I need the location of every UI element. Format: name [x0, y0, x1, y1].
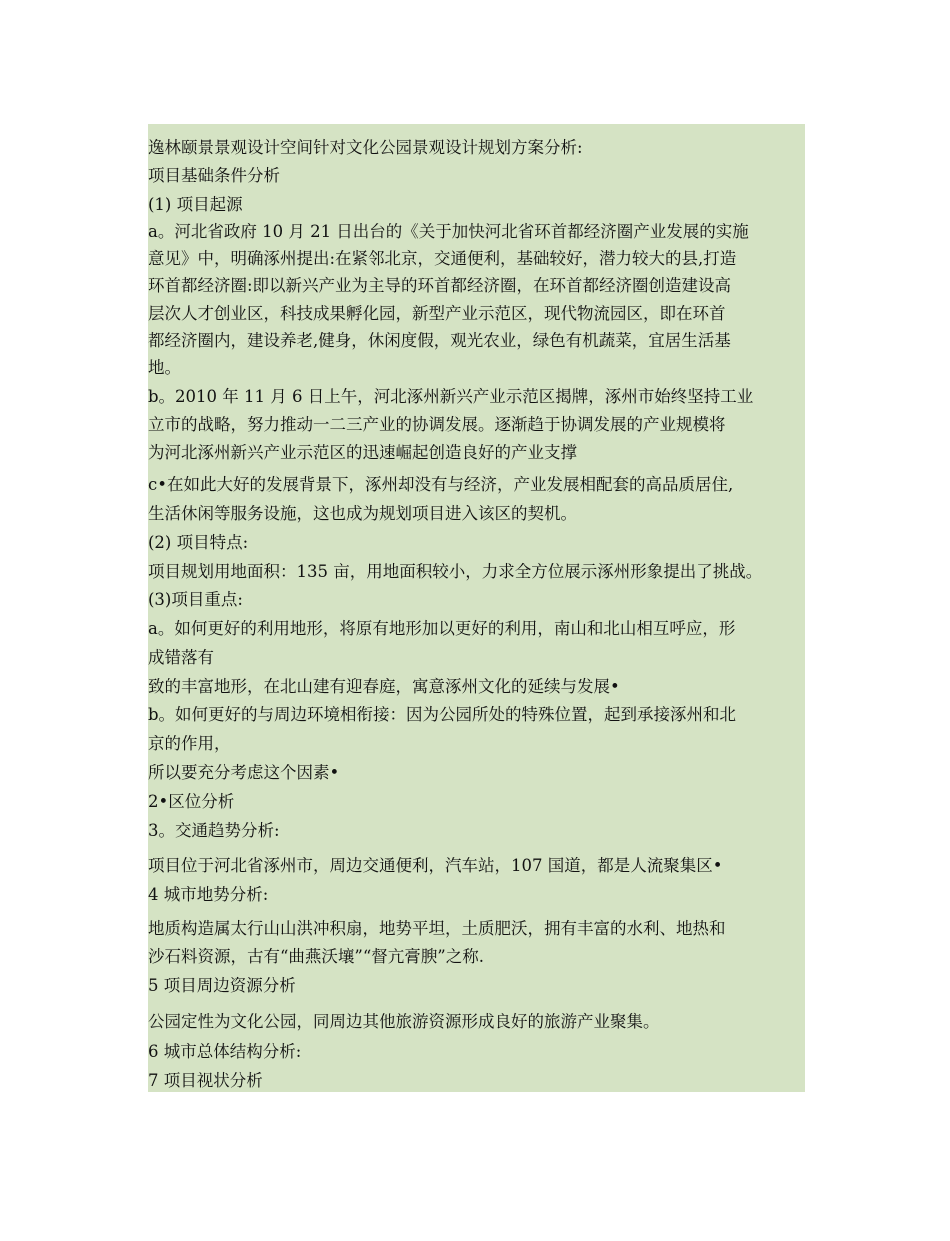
text-line: 致的丰富地形，在北山建有迎春庭，寓意涿州文化的延续与发展•: [148, 677, 620, 696]
text-line: 成错落有: [148, 648, 214, 667]
text-line: c•在如此大好的发展背景下，涿州却没有与经济，产业发展相配套的高品质居住,: [148, 475, 734, 494]
text-line: a。河北省政府 10 月 21 日出台的《关于加快河北省环首都经济圈产业发展的实施: [148, 222, 749, 241]
section-heading: 6 城市总体结构分析:: [148, 1042, 302, 1061]
document-title: 逸林颐景景观设计空间针对文化公园景观设计规划方案分析:: [148, 138, 583, 157]
text-line: b。如何更好的与周边环境相衔接：因为公园所处的特殊位置，起到承接涿州和北: [148, 705, 737, 724]
text-line: 公园定性为文化公园，同周边其他旅游资源形成良好的旅游产业聚集。: [148, 1012, 660, 1031]
section-heading: 5 项目周边资源分析: [148, 976, 296, 995]
text-line: a。如何更好的利用地形，将原有地形加以更好的利用，南山和北山相互呼应，形: [148, 619, 736, 638]
text-line: 为河北涿州新兴产业示范区的迅速崛起创造良好的产业支撑: [148, 443, 577, 462]
text-line: 环首都经济圈:即以新兴产业为主导的环首都经济圈，在环首都经济圈创造建设高: [148, 276, 732, 295]
text-line: 京的作用，: [148, 734, 231, 753]
text-line: 都经济圈内，建设养老,健身，休闲度假，观光农业，绿色有机蔬菜，宜居生活基: [148, 331, 731, 350]
subsection-heading: (1) 项目起源: [148, 195, 243, 214]
section-heading: 7 项目视状分析: [148, 1071, 263, 1090]
section-heading: 4 城市地势分析:: [148, 885, 269, 904]
text-line: 地。: [148, 358, 181, 377]
text-line: 项目位于河北省涿州市，周边交通便利，汽车站，107 国道，都是人流聚集区•: [148, 856, 723, 875]
text-line: 沙石料资源，古有“曲燕沃壤”“督亢膏腴”之称.: [148, 947, 484, 966]
section-heading: 项目基础条件分析: [148, 166, 280, 185]
text-line: 立市的战略，努力推动一二三产业的协调发展。逐渐趋于协调发展的产业规模将: [148, 415, 726, 434]
section-heading: 3。交通趋势分析:: [148, 821, 280, 840]
subsection-heading: (3)项目重点:: [148, 590, 243, 609]
text-line: 项目规划用地面积：135 亩，用地面积较小，力求全方位展示涿州形象提出了挑战。: [148, 562, 763, 581]
text-line: b。2010 年 11 月 6 日上午，河北涿州新兴产业示范区揭牌，涿州市始终坚持工业: [148, 387, 754, 406]
document-page: [148, 124, 805, 1092]
text-line: 地质构造属太行山山洪冲积扇，地势平坦，土质肥沃，拥有丰富的水利、地热和: [148, 919, 726, 938]
subsection-heading: (2) 项目特点:: [148, 533, 249, 552]
section-heading: 2•区位分析: [148, 792, 235, 811]
text-line: 意见》中，明确涿州提出:在紧邻北京，交通便利，基础较好，潜力较大的县,打造: [148, 249, 737, 268]
text-line: 生活休闲等服务设施，这也成为规划项目进入该区的契机。: [148, 504, 577, 523]
text-line: 层次人才创业区，科技成果孵化园，新型产业示范区，现代物流园区，即在环首: [148, 304, 726, 323]
text-line: 所以要充分考虑这个因素•: [148, 763, 340, 782]
